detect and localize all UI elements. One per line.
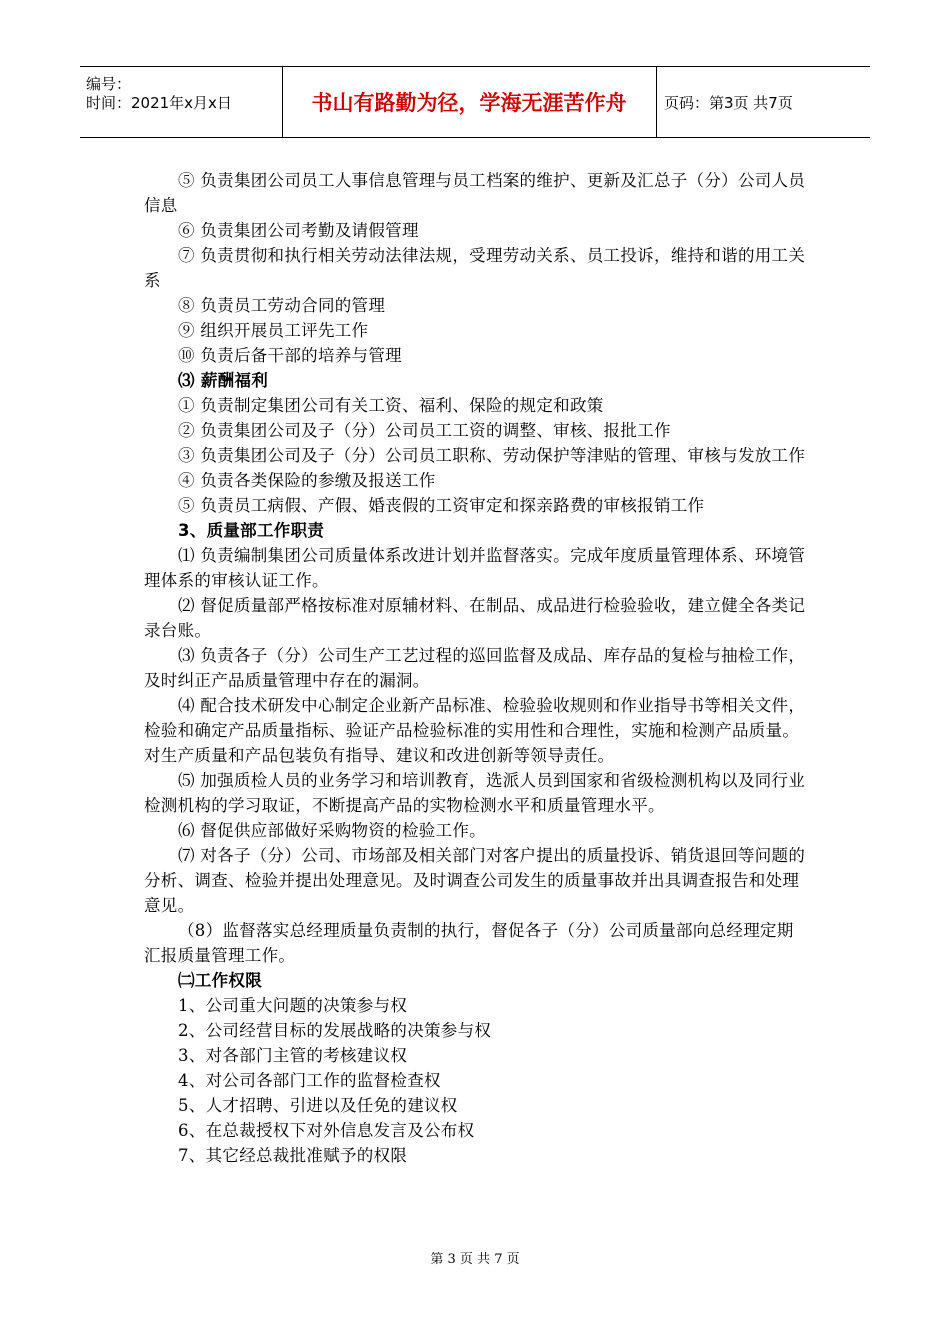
section-heading: ㈡工作权限 <box>178 971 262 990</box>
header-motto: 书山有路勤为径，学海无涯苦作舟 <box>282 67 657 137</box>
page-header <box>80 66 870 138</box>
body-paragraph: ⑤ 负责员工病假、产假、婚丧假的工资审定和探亲路费的审核报销工作 <box>178 496 705 515</box>
body-paragraph: ⑹ 督促供应部做好采购物资的检验工作。 <box>178 821 486 840</box>
header-info-cell <box>80 67 283 137</box>
body-paragraph: ⑷ 配合技术研发中心制定企业新产品标准、检验验收规则和作业指导书等相关文件，检验和确定产品质量指标、验证产品检验标准的实用性和合理性，实施和检测产品质量。对生产质量和产品包装负有指导、建议和改进创新等领导责任。 <box>144 696 806 765</box>
body-paragraph: ② 负责集团公司及子（分）公司员工工资的调整、审核、报批工作 <box>178 421 671 440</box>
body-paragraph: ⑵ 督促质量部严格按标准对原辅材料、在制品、成品进行检验验收，建立健全各类记录台账。 <box>144 596 806 640</box>
body-paragraph: 3、对各部门主管的考核建议权 <box>178 1046 408 1065</box>
page-footer: 第 3 页 共 7 页 <box>430 1252 520 1267</box>
document-body <box>144 168 808 1168</box>
body-paragraph: ⑦ 负责贯彻和执行相关劳动法律法规，受理劳动关系、员工投诉，维持和谐的用工关系 <box>144 246 806 290</box>
body-paragraph: ⑥ 负责集团公司考勤及请假管理 <box>178 221 419 240</box>
header-page-number: 页码：第3页 共7页 <box>664 93 793 112</box>
body-paragraph: ⑺ 对各子（分）公司、市场部及相关部门对客户提出的质量投诉、销货退回等问题的分析、调查、检验并提出处理意见。及时调查公司发生的质量事故并出具调查报告和处理意见。 <box>144 846 806 915</box>
body-paragraph: （8）监督落实总经理质量负责制的执行，督促各子（分）公司质量部向总经理定期汇报质量管理工作。 <box>144 921 794 965</box>
document-number-label: 编号： <box>86 75 132 93</box>
body-paragraph: ⑤ 负责集团公司员工人事信息管理与员工档案的维护、更新及汇总子（分）公司人员信息 <box>144 171 806 215</box>
body-paragraph: 5、人才招聘、引进以及任免的建议权 <box>178 1096 458 1115</box>
body-paragraph: ① 负责制定集团公司有关工资、福利、保险的规定和政策 <box>178 396 604 415</box>
body-paragraph: ④ 负责各类保险的参缴及报送工作 <box>178 471 436 490</box>
body-paragraph: ⑨ 组织开展员工评先工作 <box>178 321 369 340</box>
body-paragraph: ⑩ 负责后备干部的培养与管理 <box>178 346 402 365</box>
section-heading: ⑶ 薪酬福利 <box>178 371 269 390</box>
body-paragraph: ③ 负责集团公司及子（分）公司员工职称、劳动保护等津贴的管理、审核与发放工作 <box>178 446 806 465</box>
body-paragraph: ⑶ 负责各子（分）公司生产工艺过程的巡回监督及成品、库存品的复检与抽检工作，及时纠正产品质量管理中存在的漏洞。 <box>144 646 806 690</box>
document-date-label: 时间：2021年x月x日 <box>86 94 232 112</box>
body-paragraph: ⑧ 负责员工劳动合同的管理 <box>178 296 386 315</box>
body-paragraph: 4、对公司各部门工作的监督检查权 <box>178 1071 441 1090</box>
body-paragraph: 1、公司重大问题的决策参与权 <box>178 996 408 1015</box>
body-paragraph: 6、在总裁授权下对外信息发言及公布权 <box>178 1121 475 1140</box>
body-paragraph: 7、其它经总裁批准赋予的权限 <box>178 1146 408 1165</box>
body-paragraph: ⑴ 负责编制集团公司质量体系改进计划并监督落实。完成年度质量管理体系、环境管理体系的审核认证工作。 <box>144 546 806 590</box>
body-paragraph: ⑸ 加强质检人员的业务学习和培训教育，选派人员到国家和省级检测机构以及同行业检测机构的学习取证，不断提高产品的实物检测水平和质量管理水平。 <box>144 771 806 815</box>
body-paragraph: 2、公司经营目标的发展战略的决策参与权 <box>178 1021 492 1040</box>
section-heading: 3、质量部工作职责 <box>178 521 325 540</box>
